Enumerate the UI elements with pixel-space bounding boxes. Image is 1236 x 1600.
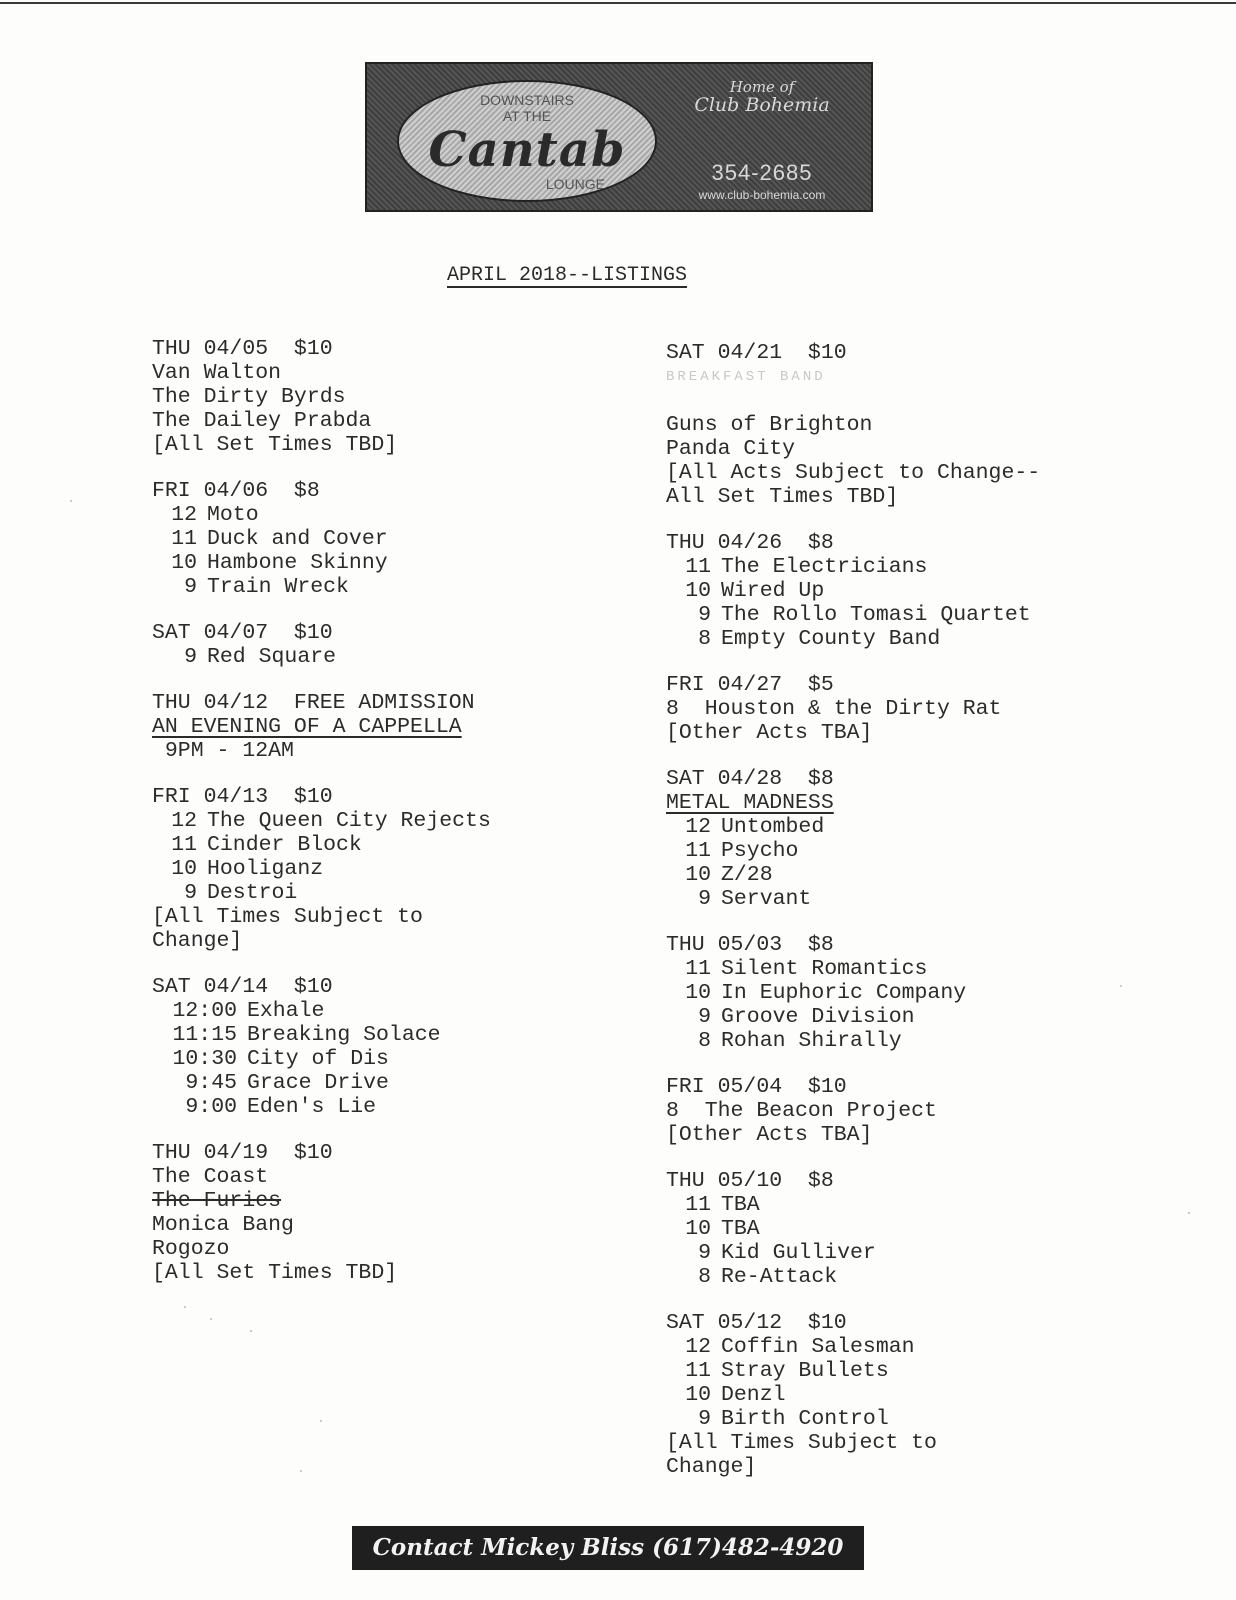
right-listings-column xyxy=(666,341,1040,1501)
act-name: Denzl xyxy=(721,1383,786,1407)
event-line xyxy=(666,1241,1040,1265)
event-header: SAT 04/07 $10 xyxy=(152,621,333,645)
event-line xyxy=(666,839,1040,863)
set-time: 9 xyxy=(698,887,711,911)
act-name: The Rollo Tomasi Quartet xyxy=(721,603,1031,627)
set-time: 11 xyxy=(171,833,197,857)
page-title: APRIL 2018--LISTINGS xyxy=(447,264,688,287)
event-line xyxy=(666,1335,1040,1359)
scan-speck xyxy=(250,1330,252,1332)
event-line xyxy=(666,555,1040,579)
set-time: 9 xyxy=(698,1241,711,1265)
set-time: 12:00 xyxy=(172,999,237,1023)
set-time: 12 xyxy=(171,809,197,833)
event-line xyxy=(666,721,1040,745)
event-header: SAT 05/12 $10 xyxy=(666,1311,847,1335)
set-time: 9:45 xyxy=(185,1071,237,1095)
event-line xyxy=(152,1071,491,1095)
act-name: The Coast xyxy=(152,1165,269,1189)
event-block xyxy=(152,785,491,953)
scan-speck xyxy=(300,1470,302,1472)
act-name: Cinder Block xyxy=(207,833,362,857)
event-header: THU 04/26 $8 xyxy=(666,531,834,555)
event-line xyxy=(152,1189,491,1213)
event-line xyxy=(152,1095,491,1119)
scan-speck xyxy=(70,500,72,502)
act-name: TBA xyxy=(721,1217,760,1241)
page-top-border xyxy=(0,2,1236,4)
event-block xyxy=(666,1169,1040,1289)
set-time: 10 xyxy=(171,857,197,881)
event-header: FRI 04/27 $5 xyxy=(666,673,834,697)
event-line xyxy=(152,999,491,1023)
event-header: THU 05/10 $8 xyxy=(666,1169,834,1193)
logo-oval xyxy=(397,80,657,202)
event-line xyxy=(666,815,1040,839)
act-name: AN EVENING OF A CAPPELLA xyxy=(152,715,462,739)
event-block xyxy=(666,933,1040,1053)
set-time: 11 xyxy=(171,527,197,551)
logo-name: Cantab xyxy=(428,122,626,178)
event-line xyxy=(666,461,1040,485)
event-line xyxy=(666,1193,1040,1217)
act-name: The Dirty Byrds xyxy=(152,385,346,409)
act-name: Silent Romantics xyxy=(721,957,928,981)
event-block xyxy=(152,975,491,1119)
event-line xyxy=(666,1099,1040,1123)
event-line xyxy=(152,929,491,953)
act-name: Empty County Band xyxy=(721,627,941,651)
act-name: Kid Gulliver xyxy=(721,1241,876,1265)
act-name: Grace Drive xyxy=(247,1071,389,1095)
act-name: [Other Acts TBA] xyxy=(666,1123,873,1147)
scan-speck xyxy=(320,1420,322,1422)
event-line xyxy=(152,361,491,385)
set-time: 9 xyxy=(698,1005,711,1029)
event-line xyxy=(666,1431,1040,1455)
set-time: 8 xyxy=(698,1265,711,1289)
event-block xyxy=(152,621,491,669)
event-line xyxy=(666,485,1040,509)
set-time: 11 xyxy=(685,555,711,579)
event-line xyxy=(666,1005,1040,1029)
set-time: 8 xyxy=(698,627,711,651)
act-name: [Other Acts TBA] xyxy=(666,721,873,745)
logo-right-text xyxy=(667,78,857,202)
event-line xyxy=(152,385,491,409)
event-header: THU 04/12 FREE ADMISSION xyxy=(152,691,475,715)
set-time: 10 xyxy=(685,1217,711,1241)
act-name: Hooliganz xyxy=(207,857,324,881)
act-name: [All Times Subject to xyxy=(666,1431,937,1455)
act-name: The Electricians xyxy=(721,555,928,579)
set-time: 9:00 xyxy=(185,1095,237,1119)
act-name: Panda City xyxy=(666,437,796,461)
event-line xyxy=(152,1165,491,1189)
set-time: 11 xyxy=(685,839,711,863)
act-name: Exhale xyxy=(247,999,325,1023)
event-line xyxy=(666,957,1040,981)
act-name: The Queen City Rejects xyxy=(207,809,491,833)
logo-url: www.club-bohemia.com xyxy=(698,188,826,202)
event-line xyxy=(152,881,491,905)
event-line xyxy=(666,389,1040,413)
scan-speck xyxy=(1188,1212,1190,1214)
event-line xyxy=(152,809,491,833)
set-time: 9 xyxy=(698,1407,711,1431)
logo-phone: 354-2685 xyxy=(711,160,813,185)
event-line xyxy=(666,887,1040,911)
event-line xyxy=(152,1023,491,1047)
event-block xyxy=(152,337,491,457)
event-line xyxy=(152,1047,491,1071)
act-name: Rohan Shirally xyxy=(721,1029,902,1053)
set-time: 11 xyxy=(685,1193,711,1217)
event-block xyxy=(666,673,1040,745)
act-name: Change] xyxy=(152,929,243,953)
event-line xyxy=(666,981,1040,1005)
event-block xyxy=(666,1075,1040,1147)
event-line xyxy=(152,857,491,881)
act-name: Monica Bang xyxy=(152,1213,294,1237)
act-name: [All Acts Subject to Change-- xyxy=(666,461,1041,485)
event-line xyxy=(152,833,491,857)
event-block xyxy=(666,531,1040,651)
act-name: [All Set Times TBD] xyxy=(152,433,398,457)
event-header: SAT 04/28 $8 xyxy=(666,767,834,791)
event-line xyxy=(152,645,491,669)
set-time: 11 xyxy=(685,957,711,981)
logo-line2: AT THE xyxy=(502,108,552,124)
event-line xyxy=(666,1455,1040,1479)
event-line xyxy=(666,437,1040,461)
event-line xyxy=(152,551,491,575)
event-header: FRI 04/06 $8 xyxy=(152,479,320,503)
act-name: 8 Houston & the Dirty Rat xyxy=(666,697,1002,721)
event-line xyxy=(152,739,491,763)
event-header: THU 05/03 $8 xyxy=(666,933,834,957)
set-time: 12 xyxy=(171,503,197,527)
act-name: Re-Attack xyxy=(721,1265,838,1289)
act-name: METAL MADNESS xyxy=(666,791,834,815)
act-name: Van Walton xyxy=(152,361,282,385)
act-name: Duck and Cover xyxy=(207,527,388,551)
event-line xyxy=(666,1265,1040,1289)
act-name: Z/28 xyxy=(721,863,773,887)
event-line xyxy=(666,1407,1040,1431)
contact-banner: Contact Mickey Bliss (617)482-4920 xyxy=(352,1526,864,1570)
act-name: Psycho xyxy=(721,839,799,863)
event-header: THU 04/05 $10 xyxy=(152,337,333,361)
event-line xyxy=(152,409,491,433)
set-time: 10 xyxy=(685,863,711,887)
event-header: FRI 04/13 $10 xyxy=(152,785,333,809)
act-name: Wired Up xyxy=(721,579,825,603)
set-time: 9 xyxy=(184,645,197,669)
act-name: [All Set Times TBD] xyxy=(152,1261,398,1285)
event-line xyxy=(666,579,1040,603)
act-name: Destroi xyxy=(207,881,298,905)
set-time: 12 xyxy=(685,815,711,839)
set-time: 10 xyxy=(685,579,711,603)
act-name: The Dailey Prabda xyxy=(152,409,372,433)
act-name: Red Square xyxy=(207,645,337,669)
set-time: 10 xyxy=(171,551,197,575)
logo-club-name: Club Bohemia xyxy=(694,94,830,116)
act-name: TBA xyxy=(721,1193,760,1217)
act-name: Servant xyxy=(721,887,812,911)
event-line xyxy=(666,413,1040,437)
act-name: Birth Control xyxy=(721,1407,889,1431)
act-name: Guns of Brighton xyxy=(666,413,873,437)
set-time: 9 xyxy=(184,881,197,905)
scan-speck xyxy=(1120,985,1122,987)
set-time: 12 xyxy=(685,1335,711,1359)
event-line xyxy=(666,697,1040,721)
event-line xyxy=(666,1029,1040,1053)
event-line xyxy=(666,603,1040,627)
act-name: All Set Times TBD] xyxy=(666,485,899,509)
set-time: 10:30 xyxy=(172,1047,237,1071)
event-block xyxy=(152,479,491,599)
act-name: Eden's Lie xyxy=(247,1095,377,1119)
set-time: 10 xyxy=(685,981,711,1005)
event-line xyxy=(666,791,1040,815)
event-line xyxy=(666,1123,1040,1147)
act-name: In Euphoric Company xyxy=(721,981,967,1005)
event-line xyxy=(152,1213,491,1237)
act-name: City of Dis xyxy=(247,1047,389,1071)
event-line xyxy=(152,905,491,929)
set-time: 11 xyxy=(685,1359,711,1383)
event-block xyxy=(152,1141,491,1285)
act-name: Rogozo xyxy=(152,1237,230,1261)
logo-line4: LOUNGE xyxy=(545,176,605,192)
act-name: Hambone Skinny xyxy=(207,551,388,575)
event-block xyxy=(666,767,1040,911)
event-header: SAT 04/21 $10 xyxy=(666,341,847,365)
event-line xyxy=(152,575,491,599)
left-listings-column xyxy=(152,337,491,1307)
scan-speck xyxy=(210,1318,212,1320)
set-time: 9 xyxy=(698,603,711,627)
event-block xyxy=(666,1311,1040,1479)
event-line xyxy=(152,527,491,551)
event-line xyxy=(152,503,491,527)
event-line xyxy=(152,715,491,739)
set-time: 8 xyxy=(698,1029,711,1053)
event-header: THU 04/19 $10 xyxy=(152,1141,333,1165)
act-name: 8 The Beacon Project xyxy=(666,1099,937,1123)
logo-home-of: Home of xyxy=(729,78,795,96)
act-name: Train Wreck xyxy=(207,575,349,599)
event-header: SAT 04/14 $10 xyxy=(152,975,333,999)
act-name: Stray Bullets xyxy=(721,1359,889,1383)
event-line xyxy=(666,1217,1040,1241)
act-name: Untombed xyxy=(721,815,825,839)
event-line xyxy=(666,863,1040,887)
act-name: The Furies xyxy=(152,1189,282,1213)
set-time: 11:15 xyxy=(172,1023,237,1047)
event-line xyxy=(152,1261,491,1285)
set-time: 9 xyxy=(184,575,197,599)
event-block xyxy=(152,691,491,763)
event-line xyxy=(666,365,1040,389)
act-name: Change] xyxy=(666,1455,757,1479)
act-name: Coffin Salesman xyxy=(721,1335,915,1359)
act-name: 9PM - 12AM xyxy=(152,739,294,763)
set-time: 10 xyxy=(685,1383,711,1407)
event-line xyxy=(152,433,491,457)
club-logo-banner xyxy=(365,62,873,212)
event-header: FRI 05/04 $10 xyxy=(666,1075,847,1099)
event-line xyxy=(666,627,1040,651)
event-line xyxy=(666,1359,1040,1383)
act-name: BREAKFAST BAND xyxy=(666,369,826,385)
event-block xyxy=(666,341,1040,509)
scan-speck xyxy=(184,1306,186,1308)
act-name: Moto xyxy=(207,503,259,527)
act-name: Breaking Solace xyxy=(247,1023,441,1047)
act-name: [All Times Subject to xyxy=(152,905,423,929)
logo-line1: DOWNSTAIRS xyxy=(480,92,574,108)
act-name: Groove Division xyxy=(721,1005,915,1029)
event-line xyxy=(152,1237,491,1261)
event-line xyxy=(666,1383,1040,1407)
